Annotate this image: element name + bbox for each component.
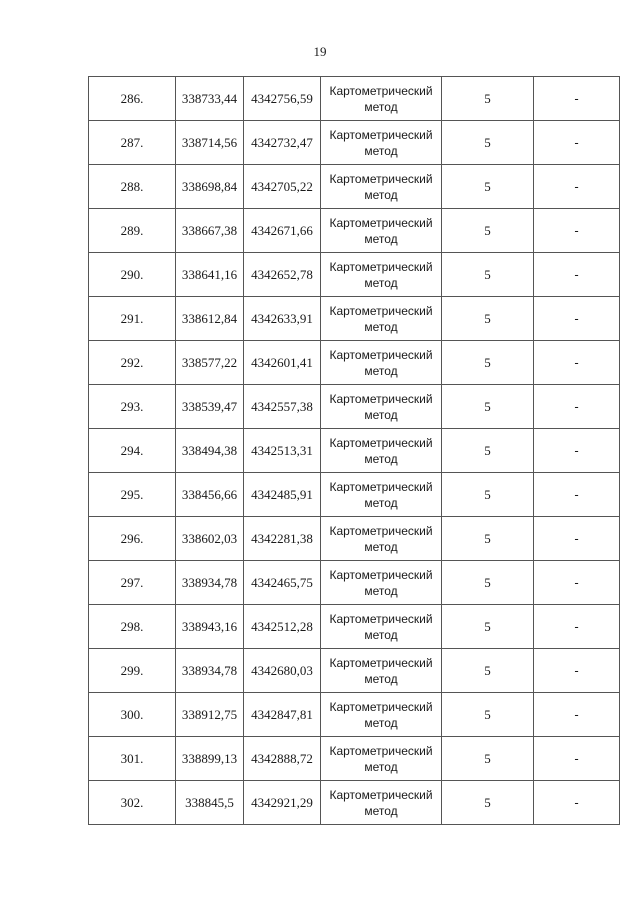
page-number: 19: [313, 44, 327, 59]
table-row: [89, 605, 620, 649]
method-cell: [321, 605, 442, 649]
table-row: [89, 781, 620, 825]
note-cell: -: [534, 121, 620, 165]
note-cell: -: [534, 517, 620, 561]
table-row: [89, 429, 620, 473]
y-coordinate-cell: 4342671,66: [244, 209, 321, 253]
note-cell: -: [534, 209, 620, 253]
method-line1: Картометрический: [329, 347, 433, 362]
y-coordinate-cell: 4342705,22: [244, 165, 321, 209]
point-number-cell: 301.: [89, 737, 176, 781]
accuracy-cell: 5: [442, 121, 534, 165]
method-line2: метод: [364, 715, 398, 730]
accuracy-cell: 5: [442, 341, 534, 385]
note-cell: -: [534, 473, 620, 517]
method-line2: метод: [364, 671, 398, 686]
y-coordinate-cell: 4342732,47: [244, 121, 321, 165]
accuracy-cell: 5: [442, 561, 534, 605]
accuracy-cell: 5: [442, 77, 534, 121]
method-line1: Картометрический: [329, 655, 433, 670]
point-number-cell: 287.: [89, 121, 176, 165]
method-line1: Картометрический: [329, 611, 433, 626]
accuracy-cell: 5: [442, 781, 534, 825]
method-line1: Картометрический: [329, 127, 433, 142]
y-coordinate-cell: 4342485,91: [244, 473, 321, 517]
method-line1: Картометрический: [329, 435, 433, 450]
method-line2: метод: [364, 231, 398, 246]
accuracy-cell: 5: [442, 693, 534, 737]
point-number-cell: 290.: [89, 253, 176, 297]
y-coordinate-cell: 4342281,38: [244, 517, 321, 561]
y-coordinate-cell: 4342601,41: [244, 341, 321, 385]
accuracy-cell: 5: [442, 517, 534, 561]
y-coordinate-cell: 4342921,29: [244, 781, 321, 825]
accuracy-cell: 5: [442, 737, 534, 781]
point-number-cell: 289.: [89, 209, 176, 253]
table-row: [89, 693, 620, 737]
table-row: [89, 473, 620, 517]
method-line1: Картометрический: [329, 479, 433, 494]
method-cell: [321, 165, 442, 209]
method-line1: Картометрический: [329, 699, 433, 714]
method-cell: [321, 121, 442, 165]
x-coordinate-cell: 338934,78: [176, 649, 244, 693]
method-cell: [321, 253, 442, 297]
method-cell: [321, 517, 442, 561]
note-cell: -: [534, 165, 620, 209]
x-coordinate-cell: 338456,66: [176, 473, 244, 517]
note-cell: -: [534, 253, 620, 297]
point-number-cell: 294.: [89, 429, 176, 473]
note-cell: -: [534, 385, 620, 429]
method-line2: метод: [364, 495, 398, 510]
point-number-cell: 292.: [89, 341, 176, 385]
method-cell: [321, 737, 442, 781]
table-row: [89, 341, 620, 385]
method-line1: Картометрический: [329, 523, 433, 538]
note-cell: -: [534, 693, 620, 737]
accuracy-cell: 5: [442, 473, 534, 517]
note-cell: -: [534, 429, 620, 473]
point-number-cell: 286.: [89, 77, 176, 121]
method-line2: метод: [364, 451, 398, 466]
method-line2: метод: [364, 143, 398, 158]
method-line2: метод: [364, 583, 398, 598]
point-number-cell: 295.: [89, 473, 176, 517]
coordinates-table-body: [89, 77, 620, 825]
table-row: [89, 297, 620, 341]
y-coordinate-cell: 4342512,28: [244, 605, 321, 649]
x-coordinate-cell: 338845,5: [176, 781, 244, 825]
table-row: [89, 121, 620, 165]
method-cell: [321, 473, 442, 517]
method-cell: [321, 297, 442, 341]
note-cell: -: [534, 297, 620, 341]
x-coordinate-cell: 338539,47: [176, 385, 244, 429]
x-coordinate-cell: 338602,03: [176, 517, 244, 561]
note-cell: -: [534, 605, 620, 649]
table-row: [89, 385, 620, 429]
x-coordinate-cell: 338733,44: [176, 77, 244, 121]
method-cell: [321, 693, 442, 737]
x-coordinate-cell: 338494,38: [176, 429, 244, 473]
point-number-cell: 296.: [89, 517, 176, 561]
method-line2: метод: [364, 539, 398, 554]
note-cell: -: [534, 649, 620, 693]
x-coordinate-cell: 338698,84: [176, 165, 244, 209]
method-line1: Картометрический: [329, 303, 433, 318]
table-row: [89, 649, 620, 693]
method-cell: [321, 341, 442, 385]
y-coordinate-cell: 4342652,78: [244, 253, 321, 297]
table-row: [89, 209, 620, 253]
y-coordinate-cell: 4342756,59: [244, 77, 321, 121]
method-cell: [321, 429, 442, 473]
method-line2: метод: [364, 407, 398, 422]
point-number-cell: 298.: [89, 605, 176, 649]
y-coordinate-cell: 4342557,38: [244, 385, 321, 429]
accuracy-cell: 5: [442, 165, 534, 209]
method-line2: метод: [364, 803, 398, 818]
table-row: [89, 737, 620, 781]
table-row: [89, 517, 620, 561]
y-coordinate-cell: 4342888,72: [244, 737, 321, 781]
accuracy-cell: 5: [442, 385, 534, 429]
method-line1: Картометрический: [329, 391, 433, 406]
method-line1: Картометрический: [329, 83, 433, 98]
x-coordinate-cell: 338934,78: [176, 561, 244, 605]
x-coordinate-cell: 338667,38: [176, 209, 244, 253]
method-cell: [321, 209, 442, 253]
method-cell: [321, 561, 442, 605]
table-row: [89, 165, 620, 209]
x-coordinate-cell: 338899,13: [176, 737, 244, 781]
method-line1: Картометрический: [329, 787, 433, 802]
note-cell: -: [534, 781, 620, 825]
accuracy-cell: 5: [442, 605, 534, 649]
point-number-cell: 293.: [89, 385, 176, 429]
method-line2: метод: [364, 319, 398, 334]
method-line1: Картометрический: [329, 259, 433, 274]
coordinates-table: [88, 76, 620, 825]
y-coordinate-cell: 4342847,81: [244, 693, 321, 737]
x-coordinate-cell: 338577,22: [176, 341, 244, 385]
method-line1: Картометрический: [329, 567, 433, 582]
accuracy-cell: 5: [442, 253, 534, 297]
x-coordinate-cell: 338912,75: [176, 693, 244, 737]
method-cell: [321, 649, 442, 693]
point-number-cell: 300.: [89, 693, 176, 737]
accuracy-cell: 5: [442, 649, 534, 693]
method-cell: [321, 385, 442, 429]
x-coordinate-cell: 338641,16: [176, 253, 244, 297]
method-cell: [321, 77, 442, 121]
table-row: [89, 77, 620, 121]
method-line2: метод: [364, 759, 398, 774]
accuracy-cell: 5: [442, 209, 534, 253]
point-number-cell: 299.: [89, 649, 176, 693]
point-number-cell: 297.: [89, 561, 176, 605]
accuracy-cell: 5: [442, 297, 534, 341]
point-number-cell: 302.: [89, 781, 176, 825]
x-coordinate-cell: 338714,56: [176, 121, 244, 165]
y-coordinate-cell: 4342680,03: [244, 649, 321, 693]
method-line1: Картометрический: [329, 215, 433, 230]
y-coordinate-cell: 4342633,91: [244, 297, 321, 341]
x-coordinate-cell: 338612,84: [176, 297, 244, 341]
note-cell: -: [534, 341, 620, 385]
note-cell: -: [534, 77, 620, 121]
method-line1: Картометрический: [329, 743, 433, 758]
table-row: [89, 253, 620, 297]
x-coordinate-cell: 338943,16: [176, 605, 244, 649]
method-line2: метод: [364, 363, 398, 378]
point-number-cell: 288.: [89, 165, 176, 209]
method-line1: Картометрический: [329, 171, 433, 186]
method-line2: метод: [364, 627, 398, 642]
note-cell: -: [534, 561, 620, 605]
y-coordinate-cell: 4342465,75: [244, 561, 321, 605]
y-coordinate-cell: 4342513,31: [244, 429, 321, 473]
note-cell: -: [534, 737, 620, 781]
method-line2: метод: [364, 187, 398, 202]
method-cell: [321, 781, 442, 825]
method-line2: метод: [364, 275, 398, 290]
point-number-cell: 291.: [89, 297, 176, 341]
table-row: [89, 561, 620, 605]
accuracy-cell: 5: [442, 429, 534, 473]
method-line2: метод: [364, 99, 398, 114]
